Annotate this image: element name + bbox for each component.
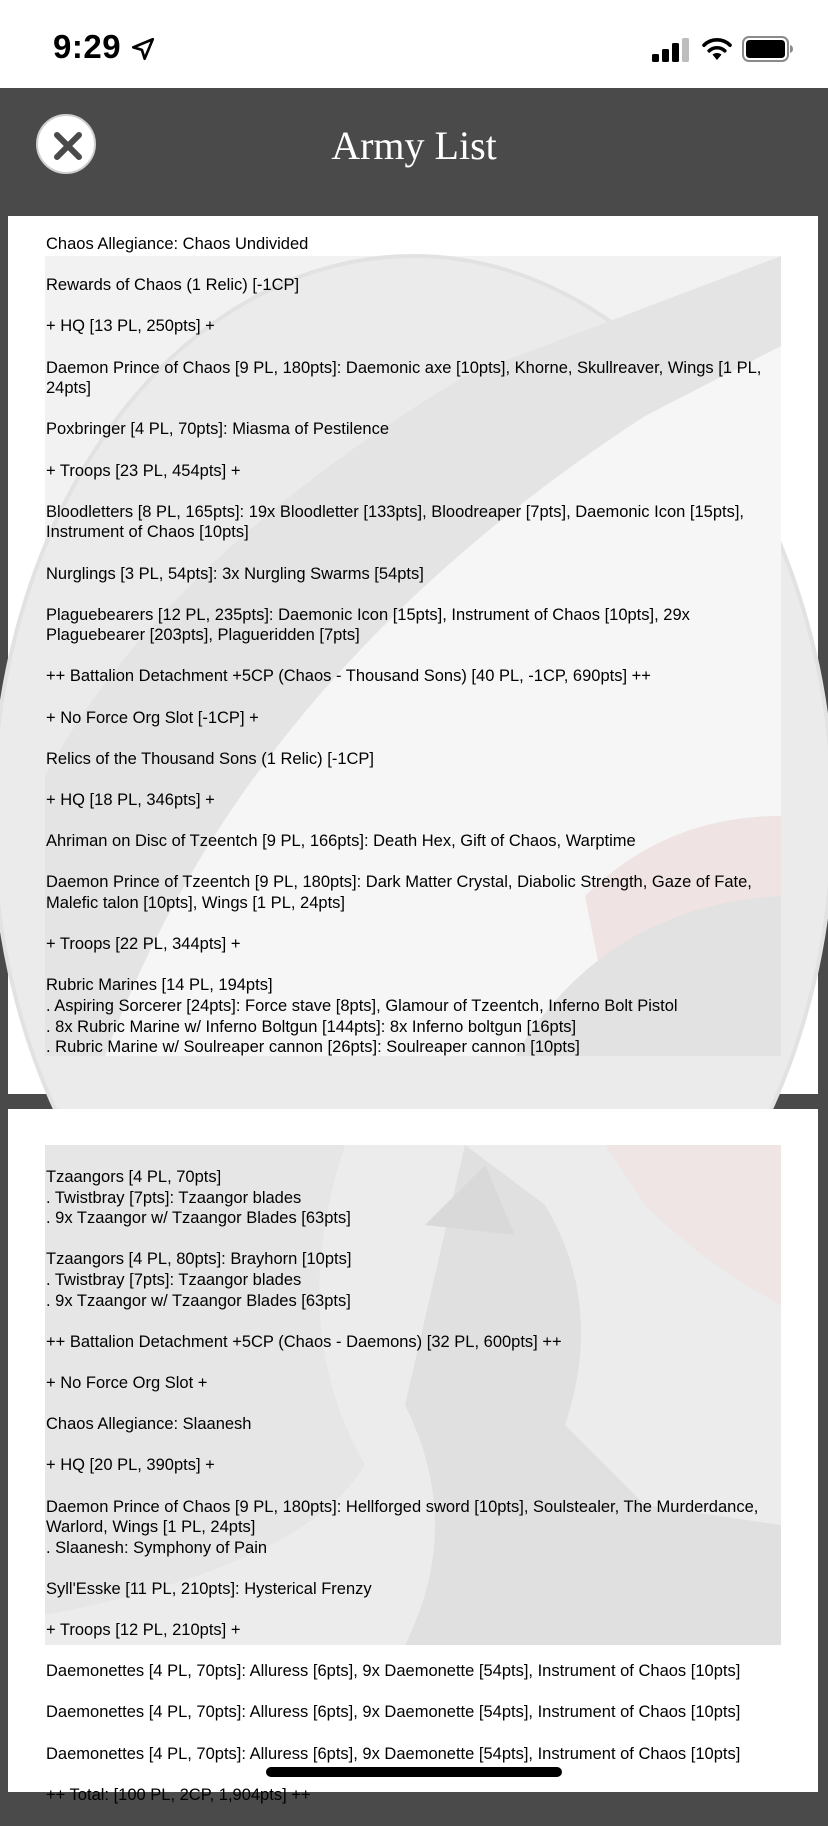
section-heading: + HQ [20 PL, 390pts] + [46,1456,215,1475]
list-entry: Chaos Allegiance: Chaos Undivided [46,235,309,253]
list-entry: Relics of the Thousand Sons (1 Relic) [-1CP] [46,749,375,768]
header [0,88,828,216]
section-heading: + Troops [22 PL, 344pts] + [46,935,241,954]
battery-icon [742,36,794,62]
list-entry: Daemonettes [4 PL, 70pts]: Alluress [6pts], 9x Daemonette [54pts], Instrument of Chaos [10pts] [46,1744,741,1763]
detachment-heading: ++ Battalion Detachment +5CP (Chaos - Daemons) [32 PL, 600pts] ++ [46,1332,562,1351]
list-entry: Daemon Prince of Chaos [9 PL, 180pts]: Daemonic axe [10pts], Khorne, Skullreaver, Wings [1 PL, 24pts] [46,358,762,398]
list-entry: Tzaangors [4 PL, 70pts] . Twistbray [7pts]: Tzaangor blades . 9x Tzaangor w/ Tzaangor Blades [63pts] [46,1168,351,1228]
document-page-2[interactable] [8,1109,818,1804]
list-entry: Plaguebearers [12 PL, 235pts]: Daemonic Icon [15pts], Instrument of Chaos [10pts], 29x Plaguebearer [203pts], Plagueridden [7pts] [46,605,690,645]
list-entry: Bloodletters [8 PL, 165pts]: 19x Bloodletter [133pts], Bloodreaper [7pts], Daemonic Icon [15pts], Instrument of Chaos [10pts] [46,502,744,542]
list-entry: Daemonettes [4 PL, 70pts]: Alluress [6pts], 9x Daemonette [54pts], Instrument of Chaos [10pts] [46,1662,741,1681]
location-arrow-icon [130,36,156,62]
section-heading: + No Force Org Slot [-1CP] + [46,708,259,727]
section-heading: + Troops [23 PL, 454pts] + [46,461,241,480]
list-entry: Ahriman on Disc of Tzeentch [9 PL, 166pts]: Death Hex, Gift of Chaos, Warptime [46,832,636,851]
status-time: 9:29 [53,28,122,65]
list-entry: Nurglings [3 PL, 54pts]: 3x Nurgling Swarms [54pts] [46,564,424,583]
army-list-text-page-2 [46,1167,786,1826]
detachment-heading: ++ Battalion Detachment +5CP (Chaos - Thousand Sons) [40 PL, -1CP, 690pts] ++ [46,667,651,686]
home-indicator[interactable] [266,1767,562,1777]
section-heading: + HQ [18 PL, 346pts] + [46,791,215,810]
list-entry: Chaos Allegiance: Slaanesh [46,1415,252,1434]
status-bar [0,0,828,88]
list-entry: Daemon Prince of Chaos [9 PL, 180pts]: Hellforged sword [10pts], Soulstealer, The Murderdance, Warlord, Wings [1 PL, 24pts] . Slaanesh: Symphony of Pain [46,1497,759,1557]
list-entry: Daemonettes [4 PL, 70pts]: Alluress [6pts], 9x Daemonette [54pts], Instrument of Chaos [10pts] [46,1703,741,1722]
total-line: ++ Total: [100 PL, 2CP, 1,904pts] ++ [46,1785,311,1804]
cellular-signal-icon [652,38,690,62]
army-list-text-page-1 [46,234,786,1078]
list-entry: Rubric Marines [14 PL, 194pts] . Aspiring Sorcerer [24pts]: Force stave [8pts], Glamour of Tzeentch, Inferno Bolt Pistol . 8x Rubric Marine w/ Inferno Boltgun [144pts]: 8x Inferno boltgun [16pts] . Rubric Marine w/ Soulreaper cannon [26pts]: Soulreaper cannon [10pts] [46,976,678,1057]
list-entry: Tzaangors [4 PL, 80pts]: Brayhorn [10pts] . Twistbray [7pts]: Tzaangor blades . 9x Tzaangor w/ Tzaangor Blades [63pts] [46,1250,352,1310]
document-page-1[interactable] [8,216,818,1094]
section-heading: + HQ [13 PL, 250pts] + [46,317,215,336]
section-heading: + Troops [12 PL, 210pts] + [46,1621,241,1640]
list-entry: Daemon Prince of Tzeentch [9 PL, 180pts]: Dark Matter Crystal, Diabolic Strength, Gaze of Fate, Malefic talon [10pts], Wings [1 PL, 24pts] [46,873,752,912]
list-entry: Rewards of Chaos (1 Relic) [-1CP] [46,276,300,295]
wifi-icon [700,36,734,62]
section-heading: + No Force Org Slot + [46,1373,208,1392]
list-entry: Syll'Esske [11 PL, 210pts]: Hysterical Frenzy [46,1579,372,1598]
list-entry: Poxbringer [4 PL, 70pts]: Miasma of Pestilence [46,420,390,439]
page-title: Army List [331,123,497,168]
